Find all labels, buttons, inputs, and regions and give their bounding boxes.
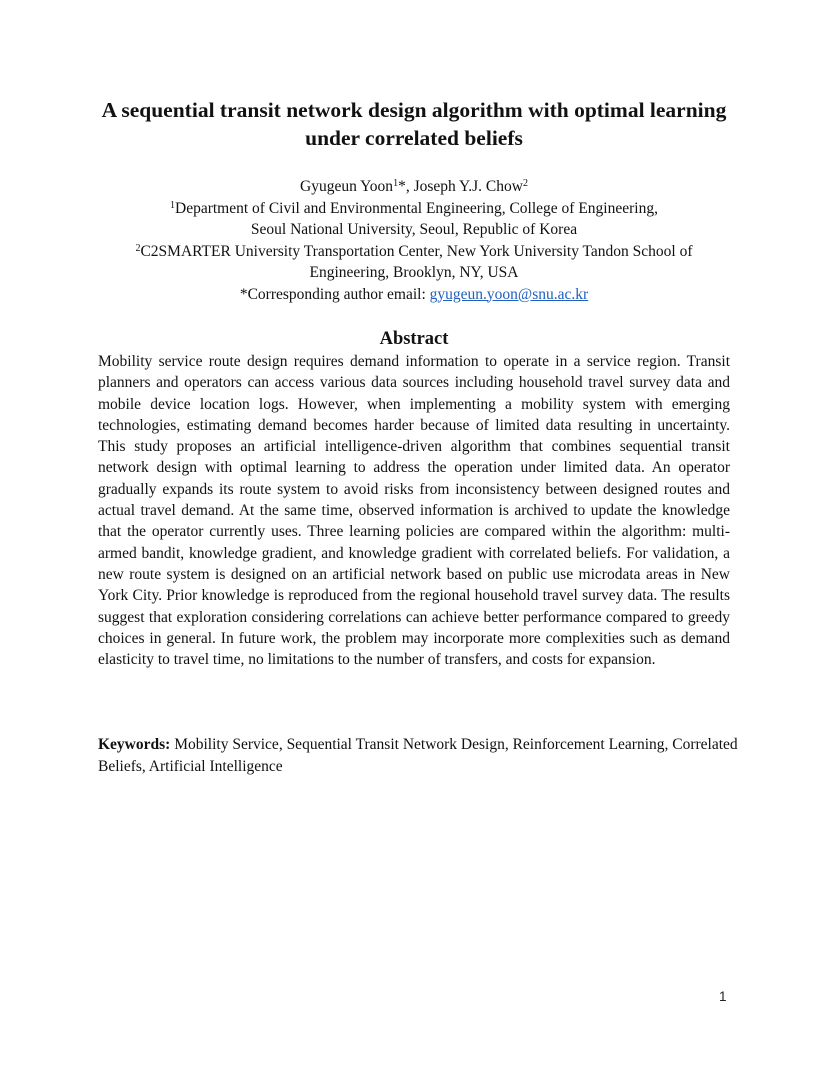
affiliation-1-mark: 1	[170, 199, 176, 211]
corresponding-email-link[interactable]: gyugeun.yoon@snu.ac.kr	[429, 285, 589, 303]
affiliation-1-line-2: Seoul National University, Seoul, Republic of Korea	[250, 221, 578, 238]
corresponding-author-line	[40, 284, 788, 306]
author-line	[40, 176, 788, 198]
paper-title	[60, 96, 768, 152]
affiliation-1-line-1	[40, 198, 788, 220]
affiliation-2-line-2: Engineering, Brooklyn, NY, USA	[309, 264, 519, 281]
abstract-body: Mobility service route design requires demand information to operate in a service region. Transit planners and operators can access various data sources including household travel survey data and mobile device location logs. However, when implementing a mobility system with emerging technologies, estimating demand becomes harder because of limited data resulting in uncertainty. This study proposes an artificial intelligence-driven algorithm that combines sequential transit network design with optimal learning to address the operation under limited data. An operator gradually expands its route system to avoid risks from inconsistency between designed routes and actual travel demand. At the same time, observed information is archived to update the knowledge that the operator currently uses. Three learning policies are compared within the algorithm: multi-armed bandit, knowledge gradient, and knowledge gradient with correlated beliefs. For validation, a new route system is designed on an artificial network based on public use microdata areas in New York City. Prior knowledge is reproduced from the regional household travel survey data. The results suggest that exploration considering correlations can achieve better performance compared to greedy choices in general. In future work, the problem may incorporate more complexities such as demand elasticity to travel time, no limitations to the number of transfers, and costs for expansion.	[98, 353, 730, 669]
keywords-paragraph	[98, 734, 738, 777]
keywords-label: Keywords:	[98, 736, 171, 753]
author-2-affiliation-mark: 2	[522, 178, 528, 189]
affiliation-2-line-1	[40, 241, 788, 263]
author-1-corresponding-mark: *,	[398, 178, 414, 195]
affiliation-2-text-line-1: C2SMARTER University Transportation Center, New York University Tandon School of	[140, 242, 693, 260]
author-1-affiliation-mark: 1	[393, 178, 399, 189]
affiliation-1-text-line-1: Department of Civil and Environmental Engineering, College of Engineering,	[175, 199, 658, 217]
author-2-name: Joseph Y.J. Chow	[413, 178, 523, 195]
author-1-name: Gyugeun Yoon	[300, 178, 394, 195]
paper-title-line-1: A sequential transit network design algorithm with optimal learning	[101, 98, 727, 122]
paper-title-line-2: under correlated beliefs	[305, 126, 523, 150]
keywords-list: Mobility Service, Sequential Transit Network Design, Reinforcement Learning, Correlated Beliefs, Artificial Intelligence	[98, 736, 738, 775]
affiliation-2-mark: 2	[135, 242, 141, 254]
abstract-heading: Abstract	[379, 329, 449, 349]
author-affiliation-block	[40, 176, 788, 305]
page-number: 1	[719, 989, 727, 1004]
corresponding-author-label: *Corresponding author email:	[239, 285, 430, 303]
